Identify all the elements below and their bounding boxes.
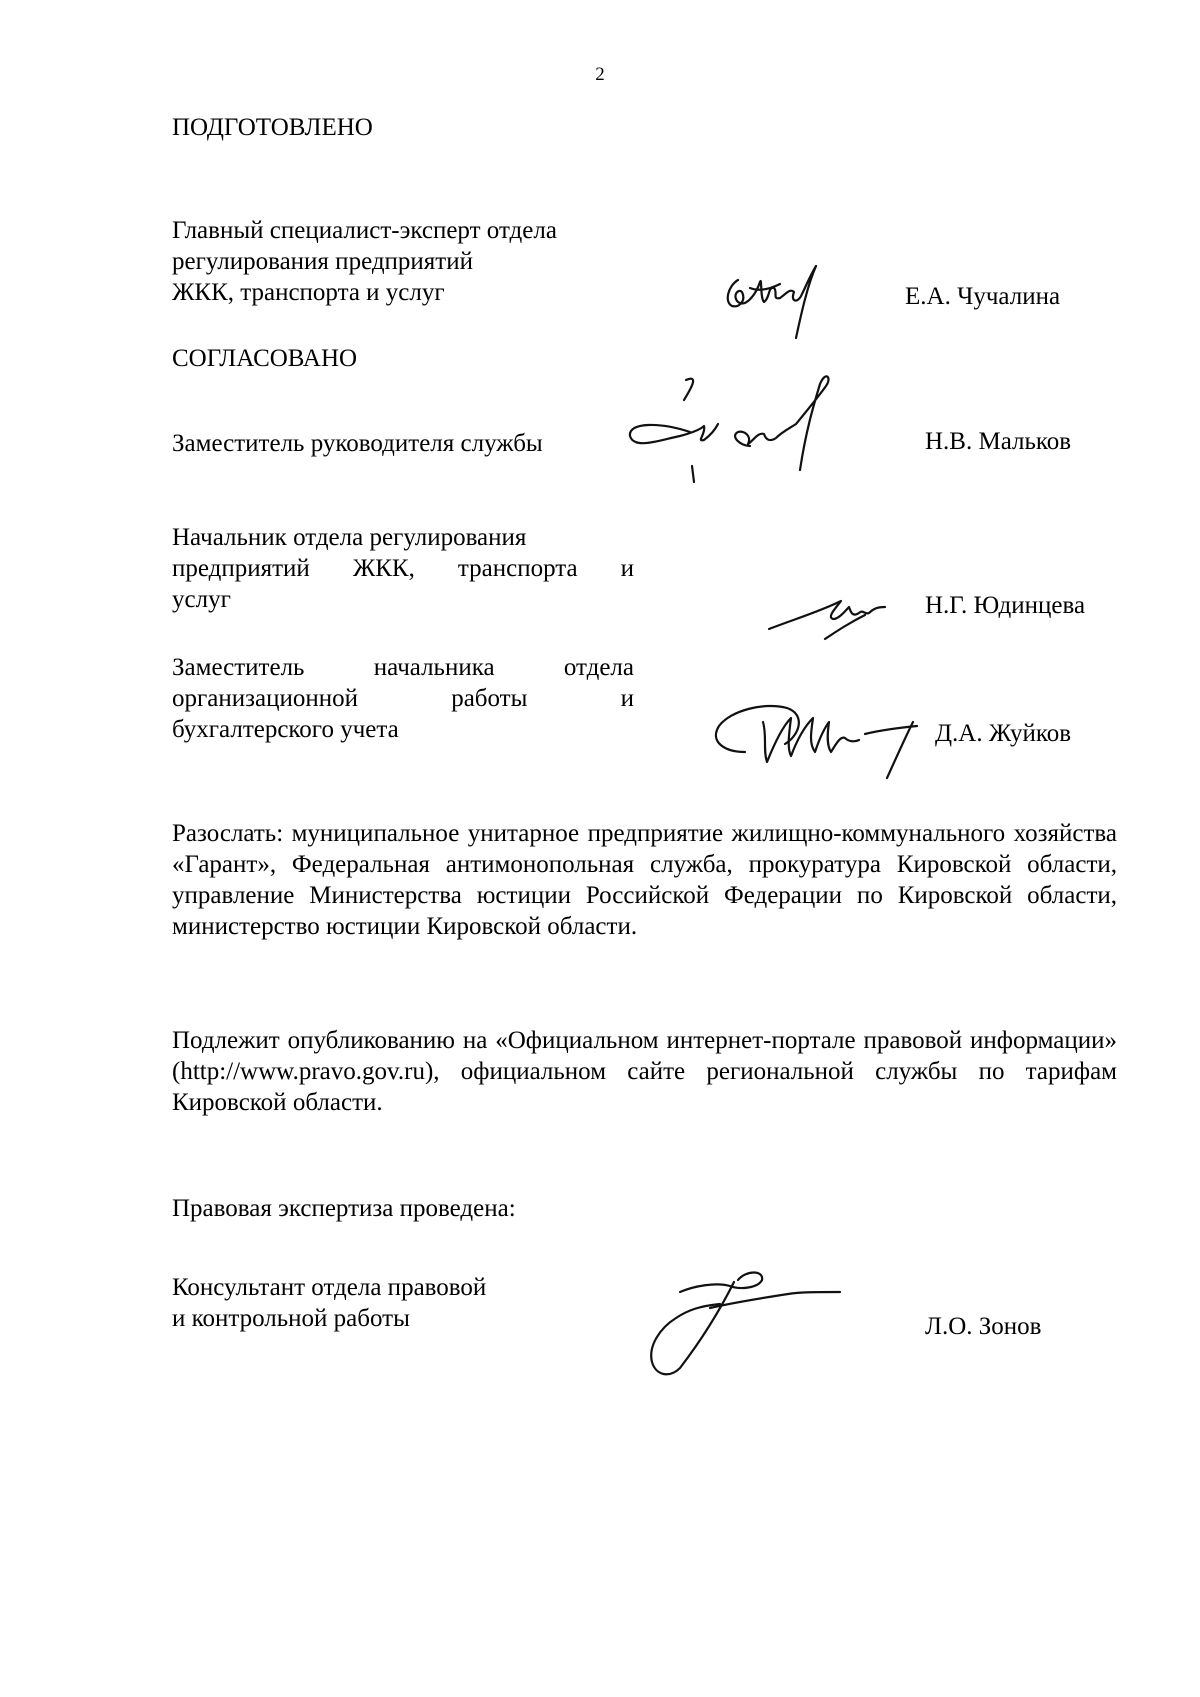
position-line: бухгалтерского учета <box>172 716 399 743</box>
position-line: Главный специалист-эксперт отдела <box>172 217 557 244</box>
position-line: услуг <box>172 586 231 613</box>
position-line: предприятий ЖКК, транспорта и <box>172 555 634 582</box>
position-line: регулирования предприятий <box>172 248 473 275</box>
signer-name: Л.О. Зонов <box>925 1313 1042 1340</box>
prepared-heading: ПОДГОТОВЛЕНО <box>172 114 373 141</box>
position-line: организационной работы и <box>172 685 634 712</box>
signer-name: Е.А. Чучалина <box>905 283 1061 310</box>
page-number: 2 <box>595 64 605 85</box>
position-line: ЖКК, транспорта и услуг <box>172 279 445 306</box>
signer-name: Н.Г. Юдинцева <box>925 592 1086 619</box>
agreed-signer-2-position <box>172 522 634 615</box>
prepared-position <box>172 215 557 308</box>
signature-zhuykov <box>705 682 935 782</box>
signer-name: Н.В. Мальков <box>925 428 1072 455</box>
signature-chuchalina <box>720 258 840 353</box>
signature-yudintseva <box>765 585 905 645</box>
legal-review-heading: Правовая экспертиза проведена: <box>172 1195 516 1222</box>
position-line: Консультант отдела правовой <box>172 1274 487 1301</box>
signer-name: Д.А. Жуйков <box>935 720 1072 747</box>
signature-zonov <box>640 1262 850 1382</box>
position-line: Заместитель руководителя службы <box>172 430 543 457</box>
agreed-signer-3-position <box>172 652 634 745</box>
position-line: и контрольной работы <box>172 1305 410 1332</box>
distribution-list: Разослать: муниципальное унитарное предприятие жилищно-коммунального хозяйства «Гарант», Федеральная антимонопольная служба, прокуратура Кировской области, управление Министерства юстиции Российской Федерации по Кировской области, министерство юстиции Кировской области. <box>172 820 1117 940</box>
agreed-signer-1-position <box>172 428 543 459</box>
legal-review-position <box>172 1272 486 1334</box>
publication-note: Подлежит опубликованию на «Официальном интернет-портале правовой информации» (http://www.pravo.gov.ru), официальном сайте региональной службы по тарифам Кировской области. <box>172 1027 1117 1116</box>
position-line: Заместитель начальника отдела <box>172 654 634 681</box>
signature-malkov <box>620 370 880 500</box>
position-line: Начальник отдела регулирования <box>172 524 527 551</box>
agreed-heading: СОГЛАСОВАНО <box>172 345 358 372</box>
